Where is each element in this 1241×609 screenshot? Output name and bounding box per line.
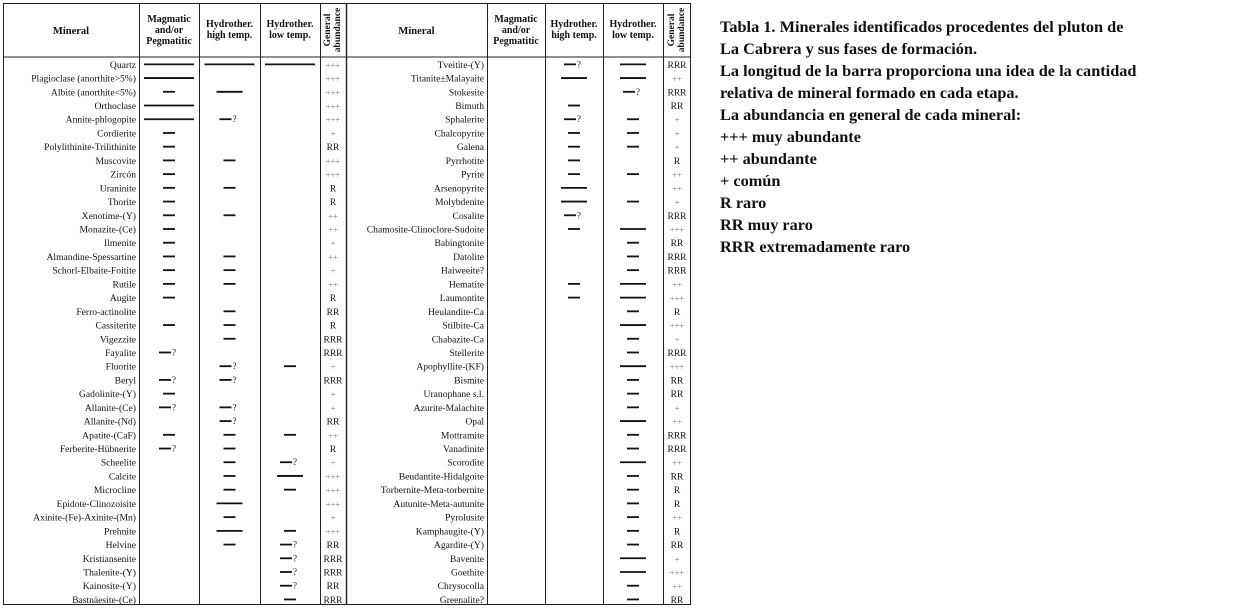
legend-very-abundant: +++ muy abundante — [720, 127, 861, 146]
mineral-name: Plagioclase (anorthite>5%) — [31, 73, 136, 85]
mineral-name: Almandine-Spessartine — [46, 251, 136, 263]
abundance-value: RR — [326, 582, 340, 593]
abundance-value: +++ — [325, 498, 341, 509]
table-caption — [720, 16, 1235, 258]
abundance-value: + — [330, 389, 336, 400]
abundance-value: RR — [670, 376, 684, 387]
mineral-name: Mottramite — [440, 430, 484, 442]
mineral-name: Pyrrhotite — [445, 155, 484, 167]
legend-rare: R raro — [720, 193, 767, 212]
uncertain-mark: ? — [293, 567, 297, 577]
abundance-value: +++ — [669, 224, 685, 235]
abundance-value: R — [673, 527, 681, 538]
mineral-name: Opal — [465, 416, 484, 428]
header-magmatic: Magmatic — [147, 14, 191, 25]
uncertain-mark: ? — [293, 539, 297, 550]
mineral-name: Titanite±Malayaite — [410, 73, 484, 85]
header-hydro-high: high temp. — [551, 30, 597, 41]
uncertain-mark: ? — [293, 580, 297, 591]
uncertain-mark: ? — [293, 457, 297, 468]
uncertain-mark: ? — [232, 402, 237, 413]
mineral-table-graphic — [3, 3, 691, 605]
abundance-value: R — [673, 307, 681, 318]
mineral-name: Stellerite — [449, 347, 484, 359]
abundance-value: +++ — [325, 59, 341, 70]
abundance-value: RR — [670, 102, 684, 113]
abundance-value: ++ — [672, 279, 682, 290]
abundance-value: RRR — [323, 335, 343, 346]
mineral-name: Vigezzite — [99, 334, 136, 346]
mineral-name: Scheelite — [100, 457, 136, 469]
abundance-value: R — [329, 198, 337, 209]
abundance-value: + — [674, 142, 680, 153]
mineral-name: Scorodite — [447, 457, 484, 469]
abundance-value: +++ — [669, 567, 685, 578]
mineral-name: Fluorite — [105, 361, 136, 373]
legend-common: + común — [720, 171, 781, 190]
mineral-name: Schorl-Elbaite-Foitite — [52, 265, 136, 277]
abundance-value: RRR — [667, 445, 687, 456]
abundance-value: ++ — [328, 210, 338, 221]
mineral-name: Bastnäesite-(Ce) — [72, 594, 136, 605]
mineral-name: Apophyllite-(KF) — [416, 361, 484, 373]
abundance-value: RRR — [667, 252, 687, 263]
uncertain-mark: ? — [577, 210, 581, 221]
header-magmatic: and/or — [501, 25, 531, 36]
abundance-value: R — [329, 321, 337, 332]
abundance-value: ++ — [672, 183, 682, 194]
mineral-name: Thorite — [107, 197, 136, 209]
mineral-name: Allanite-(Ce) — [84, 402, 136, 414]
mineral-name: Beudantite-Hidalgoite — [398, 471, 484, 483]
abundance-value: R — [673, 499, 681, 510]
mineral-name: Pyrite — [461, 169, 484, 181]
uncertain-mark: ? — [636, 86, 640, 97]
header-hydro-low: low temp. — [269, 30, 311, 41]
abundance-value: RR — [326, 143, 340, 154]
abundance-value: +++ — [325, 485, 341, 496]
abundance-value: ++ — [672, 169, 682, 180]
mineral-name: Chalcopyrite — [434, 128, 484, 140]
mineral-name: Thalenite-(Y) — [83, 567, 136, 579]
uncertain-mark: ? — [293, 553, 297, 564]
abundance-value: ++ — [672, 457, 682, 468]
mineral-name: Calcite — [108, 471, 136, 483]
mineral-name: Galena — [456, 142, 484, 154]
abundance-value: + — [330, 512, 336, 523]
uncertain-mark: ? — [232, 361, 237, 372]
abundance-value: + — [674, 114, 680, 125]
mineral-name: Bavenite — [449, 553, 484, 565]
mineral-name: Albite (anorthite<5%) — [50, 87, 136, 99]
mineral-name: Fayalite — [105, 347, 136, 359]
abundance-value: +++ — [325, 87, 341, 98]
abundance-value: + — [674, 128, 680, 139]
abundance-value: + — [674, 334, 680, 345]
abundance-value: R — [673, 156, 681, 167]
mineral-name: Chabazite-Ca — [431, 334, 484, 346]
header-hydro-high: Hydrother. — [550, 19, 598, 30]
mineral-name: Uraninite — [99, 183, 136, 195]
uncertain-mark: ? — [232, 114, 237, 125]
mineral-name: Cosalite — [452, 210, 484, 222]
mineral-name: Chrysocolla — [437, 581, 484, 593]
mineral-name: Agardite-(Y) — [433, 540, 484, 552]
mineral-name: Allanite-(Nd) — [83, 416, 136, 428]
mineral-name: Laumontite — [439, 293, 484, 305]
abundance-value: ++ — [672, 581, 682, 592]
mineral-name: Ferberite-Hübnerite — [59, 444, 136, 456]
abundance-value: RRR — [667, 60, 687, 71]
mineral-name: Orthoclase — [94, 101, 136, 113]
mineral-name: Prehnite — [104, 526, 136, 538]
uncertain-mark: ? — [577, 114, 581, 125]
abundance-value: RRR — [323, 348, 343, 359]
mineral-name: Axinite-(Fe)-Axinite-(Mn) — [33, 512, 136, 524]
abundance-value: +++ — [325, 526, 341, 537]
abundance-value: +++ — [669, 293, 685, 304]
mineral-name: Rutile — [112, 279, 136, 291]
mineral-name: Ferro-actinolite — [76, 306, 136, 318]
mineral-name: Kamphaugite-(Y) — [415, 526, 484, 538]
caption-line-5: La abundancia en general de cada mineral: — [720, 105, 1022, 124]
mineral-name: Apatite-(CaF) — [82, 430, 136, 442]
abundance-value: + — [674, 197, 680, 208]
abundance-value: + — [330, 265, 336, 276]
mineral-name: Augite — [109, 293, 136, 305]
abundance-value: RRR — [667, 266, 687, 277]
header-magmatic: Magmatic — [494, 14, 538, 25]
abundance-value: + — [674, 402, 680, 413]
mineral-name: Xenotime-(Y) — [81, 210, 136, 222]
legend-very-rare: RR muy raro — [720, 215, 813, 234]
abundance-value: R — [329, 184, 337, 195]
mineral-name: Kristiansenite — [82, 553, 136, 565]
uncertain-mark: ? — [172, 402, 176, 413]
mineral-name: Sphalerite — [445, 114, 484, 126]
abundance-value: RR — [670, 595, 684, 605]
abundance-value: +++ — [325, 73, 341, 84]
abundance-value: + — [674, 553, 680, 564]
abundance-value: ++ — [672, 416, 682, 427]
mineral-name: Stokesite — [448, 87, 484, 99]
header-hydro-low: Hydrother. — [609, 19, 657, 30]
mineral-name: Azurite-Malachite — [413, 402, 484, 414]
header-mineral: Mineral — [398, 26, 435, 37]
header-hydro-high: Hydrother. — [206, 19, 253, 30]
abundance-value: + — [330, 361, 336, 372]
abundance-value: RR — [670, 541, 684, 552]
caption-line-1: Tabla 1. Minerales identificados procedentes del pluton de — [720, 17, 1124, 36]
mineral-name: Ilmenite — [104, 238, 136, 250]
mineral-name: Bimuth — [455, 101, 484, 113]
uncertain-mark: ? — [232, 416, 237, 427]
uncertain-mark: ? — [232, 374, 237, 385]
header-magmatic: and/or — [154, 25, 184, 36]
header-magmatic: Pegmatitic — [146, 36, 192, 47]
abundance-value: + — [330, 128, 336, 139]
abundance-value: ++ — [328, 279, 338, 290]
abundance-value: +++ — [325, 471, 341, 482]
abundance-value: +++ — [325, 169, 341, 180]
abundance-value: ++ — [672, 73, 682, 84]
caption-line-2: La Cabrera y sus fases de formación. — [720, 39, 978, 58]
abundance-value: ++ — [672, 512, 682, 523]
mineral-name: Beryl — [114, 375, 136, 387]
abundance-value: ++ — [328, 224, 338, 235]
header-abundance: abundance — [333, 7, 344, 53]
mineral-name: Cordierite — [97, 128, 136, 140]
mineral-name: Annite-phlogopite — [65, 114, 136, 126]
uncertain-mark: ? — [172, 443, 176, 454]
mineral-name: Pyrolusite — [445, 512, 484, 524]
abundance-value: +++ — [325, 114, 341, 125]
uncertain-mark: ? — [577, 59, 581, 70]
caption-line-4: relativa de mineral formado en cada etapa. — [720, 83, 1019, 102]
mineral-name: Babingtonite — [434, 238, 484, 250]
mineral-name: Datolite — [453, 251, 484, 263]
mineral-name: Helvine — [105, 540, 136, 552]
abundance-value: RRR — [323, 568, 343, 579]
caption-line-3: La longitud de la barra proporciona una idea de la cantidad — [720, 61, 1137, 80]
mineral-name: Haiweeite? — [440, 265, 484, 277]
mineral-name: Microcline — [93, 485, 136, 497]
mineral-name: Autunite-Meta-autunite — [393, 498, 484, 510]
mineral-name: Greenalite? — [439, 594, 484, 605]
header-hydro-low: Hydrother. — [266, 19, 314, 30]
header-hydro-low: low temp. — [612, 30, 654, 41]
mineral-name: Stilbite-Ca — [442, 320, 484, 332]
mineral-name: Heulandite-Ca — [428, 306, 484, 318]
abundance-value: + — [330, 457, 336, 468]
abundance-value: RRR — [323, 376, 343, 387]
abundance-value: RRR — [667, 88, 687, 99]
abundance-value: RR — [326, 417, 340, 428]
abundance-value: RR — [670, 390, 684, 401]
abundance-value: ++ — [328, 430, 338, 441]
mineral-name: Chamosite-Clinoclore-Sudoite — [366, 224, 484, 236]
abundance-value: RR — [326, 307, 340, 318]
abundance-value: RR — [670, 239, 684, 250]
abundance-value: +++ — [669, 361, 685, 372]
header-magmatic: Pegmatitic — [493, 36, 539, 47]
abundance-value: RR — [326, 541, 340, 552]
abundance-value: ++ — [328, 251, 338, 262]
mineral-name: Cassiterite — [95, 320, 136, 332]
mineral-name: Arsenopyrite — [433, 183, 484, 195]
mineral-name: Gadolinite-(Y) — [78, 389, 136, 401]
mineral-name: Vanadinite — [442, 444, 484, 456]
mineral-name: Polylithinite-Trilithinite — [44, 142, 136, 154]
abundance-value: + — [330, 402, 336, 413]
abundance-value: RRR — [667, 431, 687, 442]
abundance-value: RRR — [667, 211, 687, 222]
mineral-name: Quartz — [109, 59, 136, 71]
legend-abundant: ++ abundante — [720, 149, 817, 168]
mineral-name: Molybdenite — [434, 197, 484, 209]
mineral-name: Goethite — [450, 567, 484, 579]
mineral-name: Hematite — [448, 279, 484, 291]
header-abundance: General — [667, 13, 678, 47]
abundance-value: R — [673, 486, 681, 497]
mineral-name: Uranophane s.l. — [423, 389, 484, 401]
abundance-value: +++ — [325, 155, 341, 166]
mineral-name: Epidote-Clinozoisite — [56, 498, 136, 510]
header-abundance: General — [323, 13, 334, 47]
mineral-name: Bismite — [454, 375, 484, 387]
legend-extremely-rare: RRR extremadamente raro — [720, 237, 911, 256]
mineral-name: Tveitite-(Y) — [437, 59, 484, 71]
mineral-name: Torbernite-Meta-torbernite — [380, 485, 484, 497]
abundance-value: RRR — [323, 595, 343, 605]
abundance-value: R — [329, 294, 337, 305]
abundance-value: R — [329, 445, 337, 456]
mineral-name: Kainosite-(Y) — [82, 581, 136, 593]
abundance-value: +++ — [669, 320, 685, 331]
mineral-name: Muscovite — [95, 155, 136, 167]
abundance-value: RR — [670, 472, 684, 483]
header-hydro-high: high temp. — [206, 30, 253, 41]
mineral-name: Monazite-(Ce) — [79, 224, 136, 236]
header-abundance: abundance — [677, 7, 688, 53]
mineral-table — [3, 3, 691, 605]
uncertain-mark: ? — [172, 347, 176, 358]
header-mineral: Mineral — [52, 26, 90, 37]
abundance-value: + — [330, 238, 336, 249]
uncertain-mark: ? — [172, 374, 176, 385]
abundance-value: +++ — [325, 101, 341, 112]
abundance-value: RRR — [667, 348, 687, 359]
mineral-name: Zircón — [110, 169, 136, 181]
abundance-value: RRR — [323, 554, 343, 565]
